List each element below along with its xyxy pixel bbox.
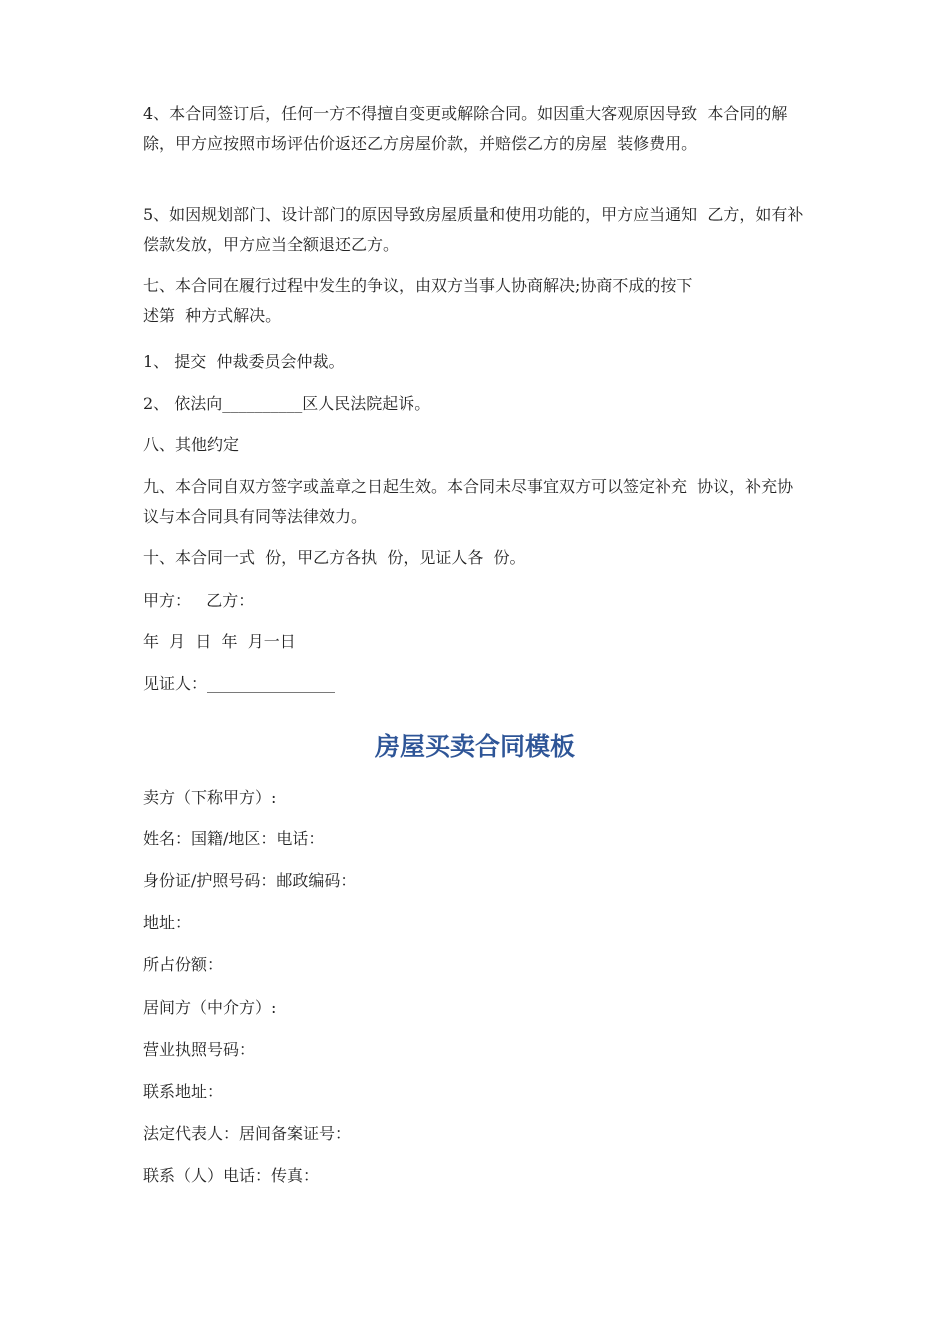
witness-line: 见证人：________________	[143, 674, 336, 693]
court-option: 2、 依法向__________区人民法院起诉。	[143, 394, 431, 413]
contact-phone-field: 联系（人）电话：传真：	[143, 1166, 320, 1185]
seller-share-field: 所占份额：	[143, 955, 224, 974]
copies-clause: 十、本合同一式 份，甲乙方各执 份，见证人各 份。	[143, 548, 526, 567]
parties-signature-line: 甲方： 乙方：	[143, 591, 255, 610]
broker-label: 居间方（中介方）:	[143, 998, 277, 1017]
seller-address-field: 地址：	[143, 913, 192, 932]
clause-4-paragraph: 4、本合同签订后，任何一方不得擅自变更或解除合同。如因重大客观原因导致 本合同的解除，甲方应按照市场评估价返还乙方房屋价款，并赔偿乙方的房屋 装修费用。	[143, 104, 788, 153]
effectiveness-clause: 九、本合同自双方签字或盖章之日起生效。本合同未尽事宜双方可以签定补充 协议，补充协议与本合同具有同等法律效力。	[143, 477, 794, 526]
legal-representative-field: 法定代表人：居间备案证号：	[143, 1124, 352, 1143]
business-license-field: 营业执照号码：	[143, 1040, 256, 1059]
other-terms-heading: 八、其他约定	[143, 435, 240, 454]
seller-id-field: 身份证/护照号码：邮政编码：	[143, 871, 357, 890]
dispute-clause-paragraph: 七、本合同在履行过程中发生的争议，由双方当事人协商解决;协商不成的按下 述第 种方式解决。	[143, 276, 693, 325]
seller-name-field: 姓名：国籍/地区：电话：	[143, 829, 325, 848]
seller-label: 卖方（下称甲方）:	[143, 788, 277, 807]
arbitration-option: 1、 提交 仲裁委员会仲裁。	[143, 352, 345, 371]
clause-5-paragraph: 5、如因规划部门、设计部门的原因导致房屋质量和使用功能的，甲方应当通知 乙方，如有补偿款发放，甲方应当全额退还乙方。	[143, 205, 804, 254]
contact-address-field: 联系地址：	[143, 1082, 224, 1101]
date-line: 年 月 日 年 月一日	[143, 632, 296, 651]
document-title: 房屋买卖合同模板	[374, 732, 575, 761]
